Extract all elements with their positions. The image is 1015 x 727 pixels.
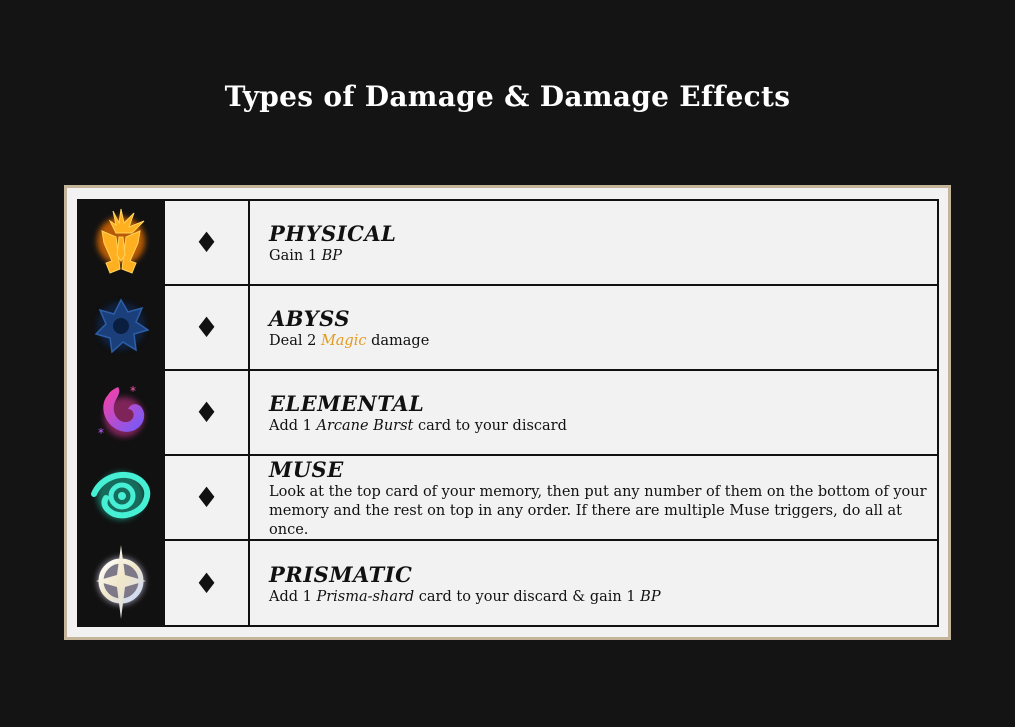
diamond-marker: ♦ bbox=[165, 201, 250, 284]
damage-name: PHYSICAL bbox=[269, 220, 397, 246]
damage-description: Look at the top card of your memory, then put any number of them on the bottom of your memory and the rest on top in any order. If there are multiple Muse triggers, do all at once. bbox=[269, 483, 927, 538]
elemental-icon bbox=[86, 373, 156, 453]
damage-row-elemental bbox=[79, 371, 937, 456]
diamond-marker: ♦ bbox=[165, 541, 250, 626]
magic-keyword: Magic bbox=[320, 332, 367, 349]
damage-row-abyss bbox=[79, 286, 937, 371]
damage-description: Add 1 Prisma-shard card to your discard & gain 1 BP bbox=[269, 588, 661, 605]
damage-name: ELEMENTAL bbox=[269, 390, 425, 416]
damage-name: PRISMATIC bbox=[269, 561, 413, 587]
physical-icon bbox=[86, 203, 156, 283]
damage-name: ABYSS bbox=[269, 305, 351, 331]
prismatic-icon bbox=[86, 541, 156, 627]
diamond-marker: ♦ bbox=[165, 456, 250, 539]
abyss-icon bbox=[86, 288, 156, 368]
damage-row-prismatic bbox=[79, 541, 937, 626]
page-title: Types of Damage & Damage Effects bbox=[224, 80, 791, 113]
damage-row-physical bbox=[79, 201, 937, 286]
damage-description: Gain 1 BP bbox=[269, 247, 343, 264]
damage-row-muse bbox=[79, 456, 937, 541]
muse-icon bbox=[86, 458, 156, 538]
damage-types-table bbox=[77, 199, 939, 627]
svg-text:*: * bbox=[98, 425, 104, 440]
damage-name: MUSE bbox=[269, 456, 344, 482]
diamond-marker: ♦ bbox=[165, 371, 250, 454]
damage-description: Deal 2 Magic damage bbox=[269, 332, 430, 349]
svg-text:*: * bbox=[130, 383, 136, 398]
diamond-marker: ♦ bbox=[165, 286, 250, 369]
damage-description: Add 1 Arcane Burst card to your discard bbox=[269, 417, 567, 434]
